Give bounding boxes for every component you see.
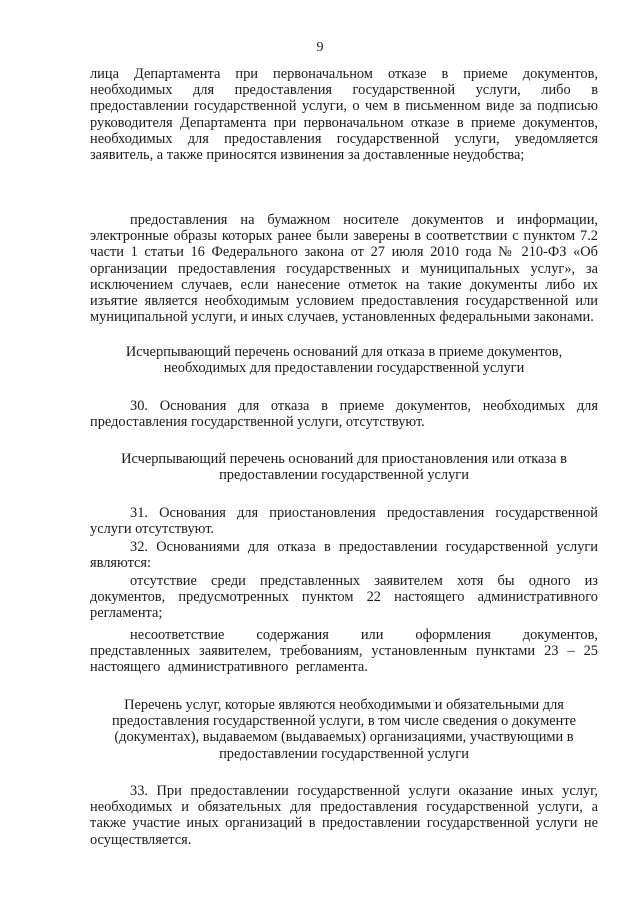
paragraph-continuation: лица Департамента при первоначальном отказе в приеме документов, необходимых для предоставления государственной услуги, либо в предоставлении государственной услуги, о чем в письменном виде за подписью руководителя Департамента при первоначальном отказе в приеме документов, необходимых для предоставления государственной услуги, уведомляется заявитель, а также приносятся извинения за доставленные неудобства; <box>90 66 598 164</box>
paragraph-33: 33. При предоставлении государственной услуги оказание иных услуг, необходимых и обязательных для предоставления государственной услуги, а также участие иных организаций в предоставлении государственной услуги не осуществляется. <box>90 783 598 848</box>
section-heading-suspension-refusal: Исчерпывающий перечень оснований для приостановления или отказа в предоставлении государственной услуги <box>121 451 567 484</box>
paragraph-32-item-absence: отсутствие среди представленных заявителем хотя бы одного из документов, предусмотренных пунктом 22 настоящего административного регламента; <box>90 573 598 622</box>
paragraph-31: 31. Основания для приостановления предоставления государственной услуги отсутствуют. <box>90 505 598 538</box>
paragraph-32-item-mismatch: несоответствие содержания или оформления документов, представленных заявителем, требованиям, установленным пунктами 23 – 25 настоящего административного регламента. <box>90 627 598 676</box>
paragraph-32: 32. Основаниями для отказа в предоставлении государственной услуги являются: <box>90 539 598 572</box>
paragraph-30: 30. Основания для отказа в приеме документов, необходимых для предоставления государственной услуги, отсутствуют. <box>90 398 598 431</box>
section-heading-refusal-reception: Исчерпывающий перечень оснований для отказа в приеме документов, необходимых для предоставлении государственной услуги <box>125 344 563 377</box>
page-number: 9 <box>316 40 324 55</box>
paragraph-paper-documents: предоставления на бумажном носителе документов и информации, электронные образы которых ранее были заверены в соответствии с пунктом 7.2 части 1 статьи 16 Федерального закона от 27 июля 2010 года № 210-ФЗ «Об организации предоставления государственных и муниципальных услуг», за исключением случаев, если нанесение отметок на такие документы либо их изъятие является необходимым условием предоставления государственной или муниципальной услуги, и иных случаев, установленных федеральными законами. <box>90 212 598 326</box>
section-heading-necessary-services: Перечень услуг, которые являются необходимыми и обязательными для предоставления государственной услуги, в том числе сведения о документе (документах), выдаваемом (выдаваемых) организациями, участвующими в предоставлении государственной услуги <box>111 697 577 762</box>
